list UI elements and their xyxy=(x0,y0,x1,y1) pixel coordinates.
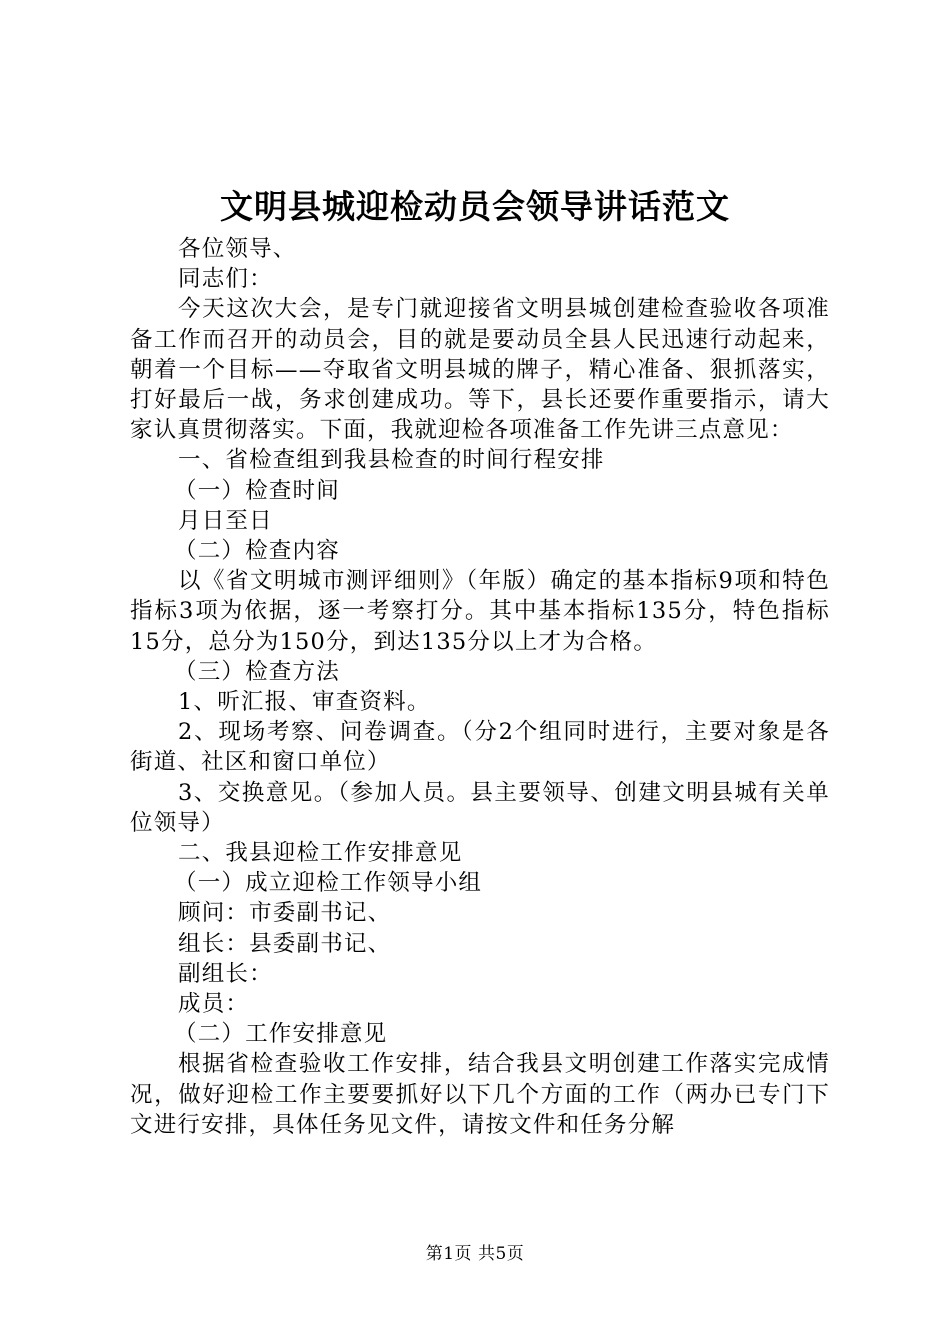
document-body xyxy=(130,234,830,1140)
subheading-check-time: （一）检查时间 xyxy=(174,477,340,504)
section-heading-2: 二、我县迎检工作安排意见 xyxy=(178,840,463,867)
method-item-3: 3、交换意见。（参加人员。县主要领导、创建文明县城有关单位领导） xyxy=(130,779,830,836)
group-members: 成员： xyxy=(178,991,250,1018)
group-leader: 组长：县委副书记、 xyxy=(178,930,392,957)
page-number-footer: 第1页 共5页 xyxy=(425,1244,525,1264)
document-title: 文明县城迎检动员会领导讲话范文 xyxy=(220,187,730,226)
group-advisor: 顾问：市委副书记、 xyxy=(178,900,392,927)
method-item-2: 2、现场考察、问卷调查。（分2个组同时进行，主要对象是各街道、社区和窗口单位） xyxy=(130,719,830,776)
section-heading-1: 一、省检查组到我县检查的时间行程安排 xyxy=(178,447,605,474)
subheading-leading-group: （一）成立迎检工作领导小组 xyxy=(174,870,483,897)
check-content-paragraph: 以《省文明城市测评细则》（年版）确定的基本指标9项和特色指标3项为依据，逐一考察打分。其中基本指标135分，特色指标15分，总分为150分，到达135分以上才为合格。 xyxy=(130,568,830,655)
intro-paragraph: 今天这次大会，是专门就迎接省文明县城创建检查验收各项准备工作而召开的动员会，目的就是要动员全县人民迅速行动起来，朝着一个目标——夺取省文明县城的牌子，精心准备、狠抓落实，打好最后一战，务求创建成功。等下，县长还要作重要指示，请大家认真贯彻落实。下面，我就迎检各项准备工作先讲三点意见： xyxy=(130,296,830,444)
salutation-comrades: 同志们： xyxy=(178,266,273,293)
group-deputy-leader: 副组长： xyxy=(178,960,273,987)
subheading-check-method: （三）检查方法 xyxy=(174,658,340,685)
work-arrangement-paragraph: 根据省检查验收工作安排，结合我县文明创建工作落实完成情况，做好迎检工作主要要抓好以下几个方面的工作（两办已专门下文进行安排，具体任务见文件，请按文件和任务分解 xyxy=(130,1051,830,1138)
salutation-leaders: 各位领导、 xyxy=(178,236,297,262)
check-time-value: 月日至日 xyxy=(178,507,273,534)
subheading-work-arrangement: （二）工作安排意见 xyxy=(174,1021,388,1048)
method-item-1: 1、听汇报、审查资料。 xyxy=(178,689,431,716)
subheading-check-content: （二）检查内容 xyxy=(174,538,340,565)
